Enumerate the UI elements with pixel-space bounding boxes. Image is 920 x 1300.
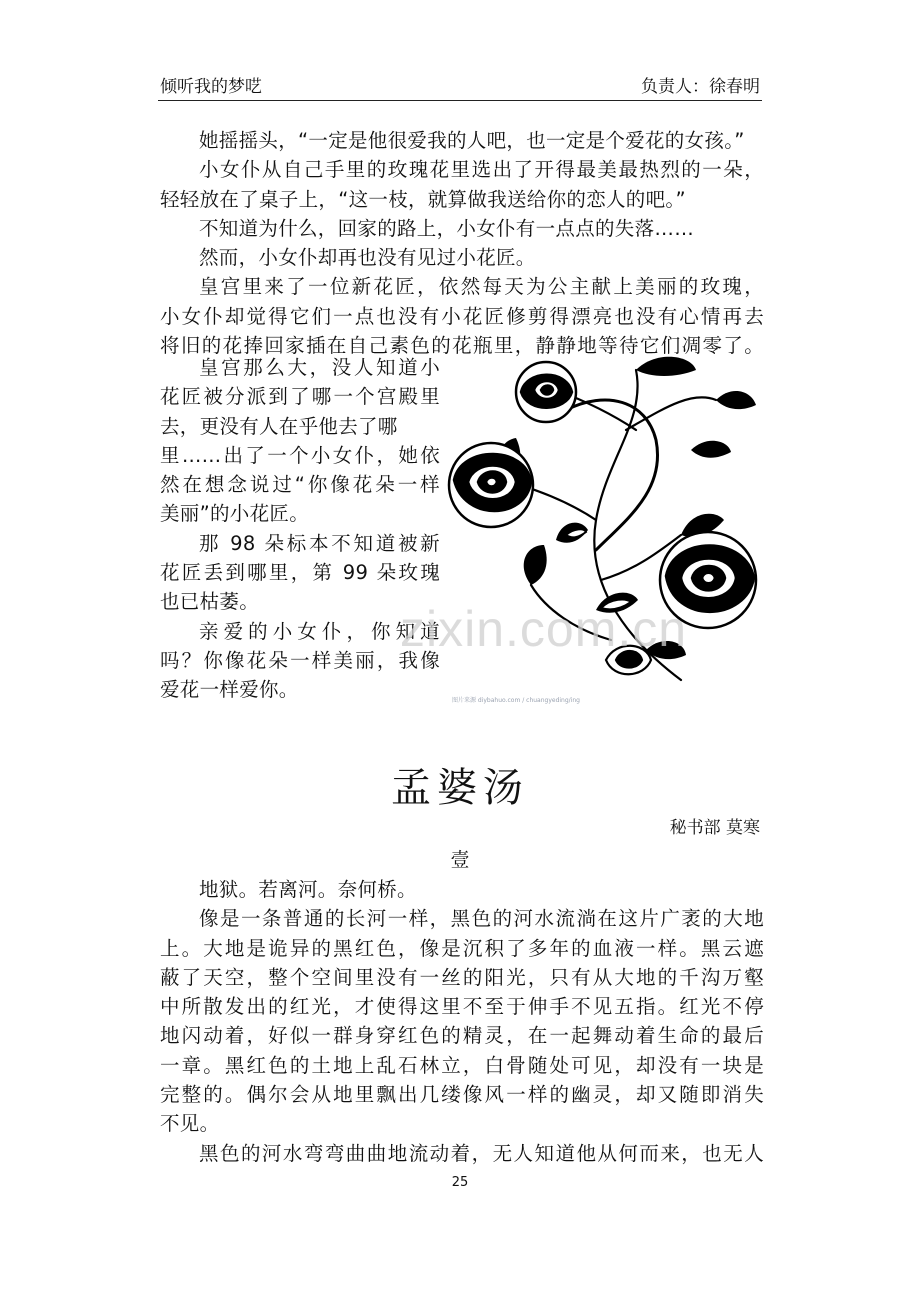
header-column-title: 倾听我的梦呓	[160, 77, 262, 97]
text-line: 皇宫那么大，没人知道小	[199, 356, 440, 379]
text-line: 然在想念说过“你像花朵一样	[160, 473, 440, 497]
page-number: 25	[451, 1175, 469, 1190]
text-line: 上。大地是诡异的黑红色，像是沉积了多年的血液一样。黑云遮	[160, 936, 764, 960]
page-header	[158, 74, 762, 101]
text-line: 地闪动着，好似一群身穿红色的精灵，在一起舞动着生命的最后	[160, 1024, 764, 1048]
story2-body	[160, 875, 764, 1168]
header-editor: 负责人：徐春明	[641, 77, 760, 97]
rose-top	[516, 362, 576, 422]
text-line: 不见。	[160, 1112, 220, 1136]
text-line: 她摇摇头，“一定是他很爱我的人吧，也一定是个爱花的女孩。”	[199, 129, 745, 152]
text-line: 轻轻放在了桌子上，“这一枝，就算做我送给你的恋人的吧。”	[160, 187, 686, 211]
text-line: 小女仆从自己手里的玫瑰花里选出了开得最美最热烈的一朵，	[199, 158, 764, 182]
text-line: 黑色的河水弯弯曲曲地流动着，无人知道他从何而来，也无人	[199, 1141, 764, 1165]
text-line: 也已枯萎。	[160, 590, 260, 614]
text-line: 皇宫里来了一位新花匠，依然每天为公主献上美丽的玫瑰，	[199, 275, 764, 299]
text-line: 完整的。偶尔会从地里飘出几缕像风一样的幽灵，却又随即消失	[160, 1083, 764, 1107]
story2-title: 孟婆汤	[391, 765, 529, 811]
text-line: 不知道为什么，回家的路上，小女仆有一点点的失落……	[199, 216, 695, 240]
text-line: 里……出了一个小女仆，她依	[160, 443, 440, 467]
rose-left	[449, 443, 533, 527]
image-source-caption: 图片来源 diybahuo.com / chuangyeding/ing	[452, 697, 580, 704]
text-line: 小女仆却觉得它们一点也没有小花匠修剪得漂亮也没有心情再去	[160, 304, 764, 328]
text-line: 亲爱的小女仆，你知道	[199, 619, 440, 643]
story1-body	[160, 126, 764, 360]
text-line: 蔽了天空，整个空间里没有一丝的阳光，只有从大地的千沟万壑	[160, 965, 764, 989]
text-line: 那 98 朵标本不知道被新	[199, 531, 440, 555]
text-line: 美丽”的小花匠。	[160, 502, 310, 526]
text-line: 然而，小女仆却再也没有见过小花匠。	[199, 246, 536, 270]
text-line: 吗？你像花朵一样美丽，我像	[160, 648, 440, 672]
section-heading: 壹	[450, 849, 470, 871]
text-line: 中所散发出的红光，才使得这里不至于伸手不见五指。红光不停	[160, 995, 764, 1019]
story1-column-text	[160, 353, 440, 705]
text-line: 一章。黑红色的土地上乱石林立，白骨随处可见，却没有一块是	[160, 1053, 764, 1077]
watermark-text: zixin.com.cn	[400, 601, 688, 657]
text-line: 爱花一样爱你。	[160, 678, 299, 702]
text-line: 花匠被分派到了哪一个宫殿里	[160, 385, 440, 409]
text-line: 花匠丢到哪里，第 99 朵玫瑰	[160, 561, 440, 585]
text-line: 去，更没有人在乎他去了哪	[160, 414, 398, 438]
text-line: 像是一条普通的长河一样，黑色的河水流淌在这片广袤的大地	[199, 907, 764, 931]
text-line: 将旧的花捧回家插在自己素色的花瓶里，静静地等待它们凋零了。	[160, 334, 764, 358]
text-line: 地狱。若离河。奈何桥。	[199, 878, 417, 901]
story2-author: 秘书部 莫寒	[669, 818, 760, 838]
